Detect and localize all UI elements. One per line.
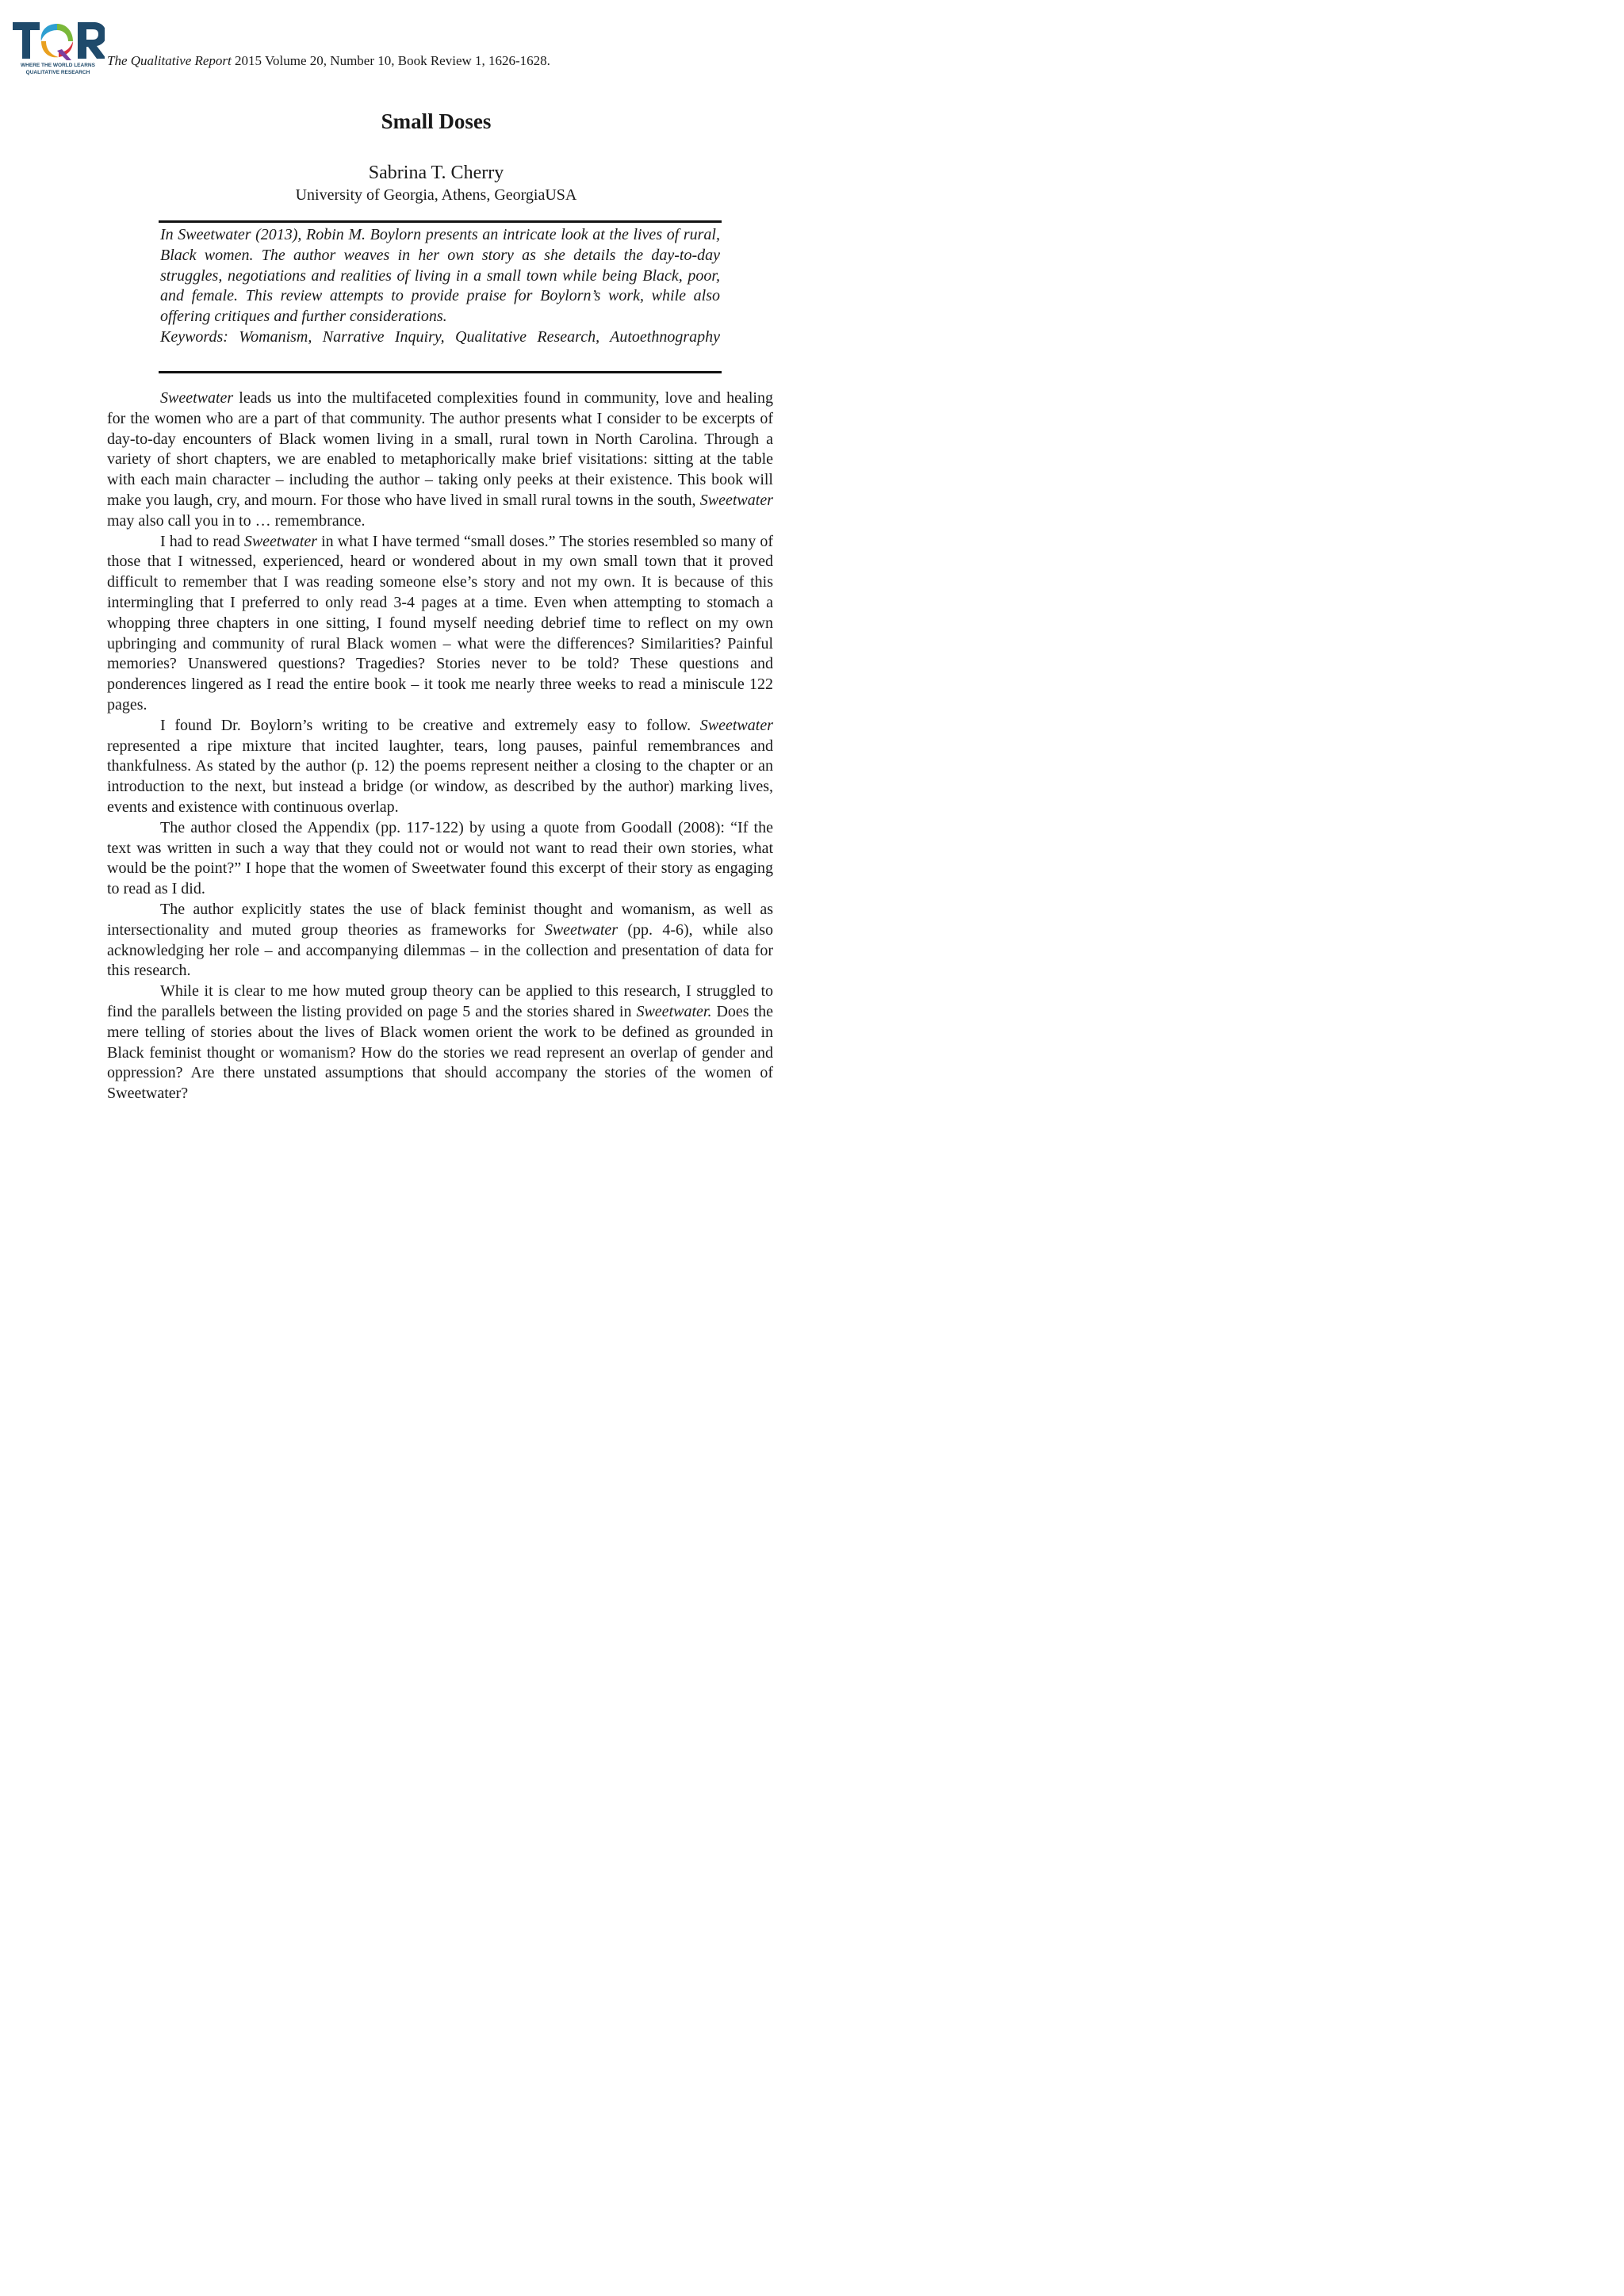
text-run: may also call you in to … remembrance. [107, 511, 366, 530]
abstract [160, 225, 720, 348]
abstract-bottom-rule [159, 371, 722, 373]
author-affiliation: University of Georgia, Athens, GeorgiaUSA [295, 186, 577, 204]
body-paragraph [107, 532, 773, 716]
logo-tagline [11, 62, 105, 76]
journal-citation [107, 52, 575, 70]
logo-tagline-line1: WHERE THE WORLD LEARNS [21, 63, 95, 68]
text-run: (pp. 4-6), while also acknowledging her role – and accompanying dilemmas – in the collection and presentation of data for this research. [107, 920, 773, 980]
text-run: I found Dr. Boylorn’s writing to be creative and extremely easy to follow. [160, 716, 700, 734]
text-run: leads us into the multifaceted complexities found in community, love and healing for the women who are a part of that community. The author presents what I consider to be excerpts of day-to-day encounters of Black women living in a small, rural town in North Carolina. Through a variety of short chapters, we are enabled to metaphorically make brief visitations: sitting at the table with each main character – including the author – taking only peeks at their existence. This book will make you laugh, cry, and mourn. For those who have lived in small rural towns in the south, [107, 389, 773, 509]
italic-title-run: Sweetwater. [636, 1002, 712, 1020]
abstract-top-rule [159, 220, 722, 223]
logo-graphic [11, 17, 105, 62]
text-run: The author closed the Appendix (pp. 117-122) by using a quote from Goodall (2008): “If the text was written in such a way that they could not or would not want to read their own stories, what would be the point?” I hope that the women of Sweetwater found this excerpt of their story as engaging to read as I did. [107, 818, 773, 898]
text-run: While it is clear to me how muted group theory can be applied to this research, I struggled to find the parallels between the listing provided on page 5 and the stories shared in [107, 982, 773, 1020]
abstract-keywords: Keywords: Womanism, Narrative Inquiry, Qualitative Research, Autoethnography [160, 327, 720, 346]
article-body [107, 388, 773, 1104]
text-run: The author explicitly states the use of black feminist thought and womanism, as well as intersectionality and muted group theories as frameworks for [107, 900, 773, 939]
journal-name: The Qualitative Report [107, 53, 232, 68]
italic-title-run: Sweetwater [699, 491, 773, 509]
text-run: in what I have termed “small doses.” The stories resembled so many of those that I witnessed, experienced, heard or wondered about in my own small town that it proved difficult to remember that I was reading someone else’s story and not my own. It is because of this intermingling that I preferred to only read 3-4 pages at a time. Even when attempting to stomach a whopping three chapters in one sitting, I found myself needing debrief time to reflect on my own upbringing and community of rural Black women – what were the differences? Similarities? Painful memories? Unanswered questions? Tragedies? Stories never to be told? These questions and ponderences lingered as I read the entire book – it took me nearly three weeks to read a miniscule 122 pages. [107, 532, 773, 714]
journal-logo [11, 17, 105, 78]
article-title: Small Doses [381, 109, 492, 133]
italic-title-run: Sweetwater [243, 532, 318, 550]
logo-tagline-line2: QUALITATIVE RESEARCH [25, 70, 90, 75]
body-paragraph [107, 982, 773, 1104]
text-run: I had to read [160, 532, 244, 550]
italic-title-run: Sweetwater [160, 389, 234, 407]
abstract-text: In Sweetwater (2013), Robin M. Boylorn presents an intricate look at the lives of rural, Black women. The author weaves in her own story as she details the day-to-day struggles, negotiations and realities of living in a small town while being Black, poor, and female. This review attempts to provide praise for Boylorn’s work, while also offering critiques and further considerations. [160, 226, 720, 326]
body-paragraph [107, 716, 773, 818]
italic-title-run: Sweetwater [544, 920, 619, 939]
body-paragraph [107, 900, 773, 982]
text-run: represented a ripe mixture that incited laughter, tears, long pauses, painful remembrances and thankfulness. As stated by the author (p. 12) the poems represent neither a closing to the chapter or an introduction to the next, but instead a bridge (or window, as described by the author) marking lives, events and existence with continuous overlap. [107, 737, 773, 816]
italic-title-run: Sweetwater [699, 716, 773, 734]
citation-details: 2015 Volume 20, Number 10, Book Review 1, 1626-1628. [231, 53, 550, 68]
text-run: Does the mere telling of stories about the lives of Black women orient the work to be defined as grounded in Black feminist thought or womanism? How do the stories we read represent an overlap of gender and oppression? Are there unstated assumptions that should accompany the stories of the women of Sweetwater? [107, 1002, 773, 1103]
author-name: Sabrina T. Cherry [368, 163, 504, 183]
body-paragraph [107, 388, 773, 532]
body-paragraph [107, 818, 773, 900]
